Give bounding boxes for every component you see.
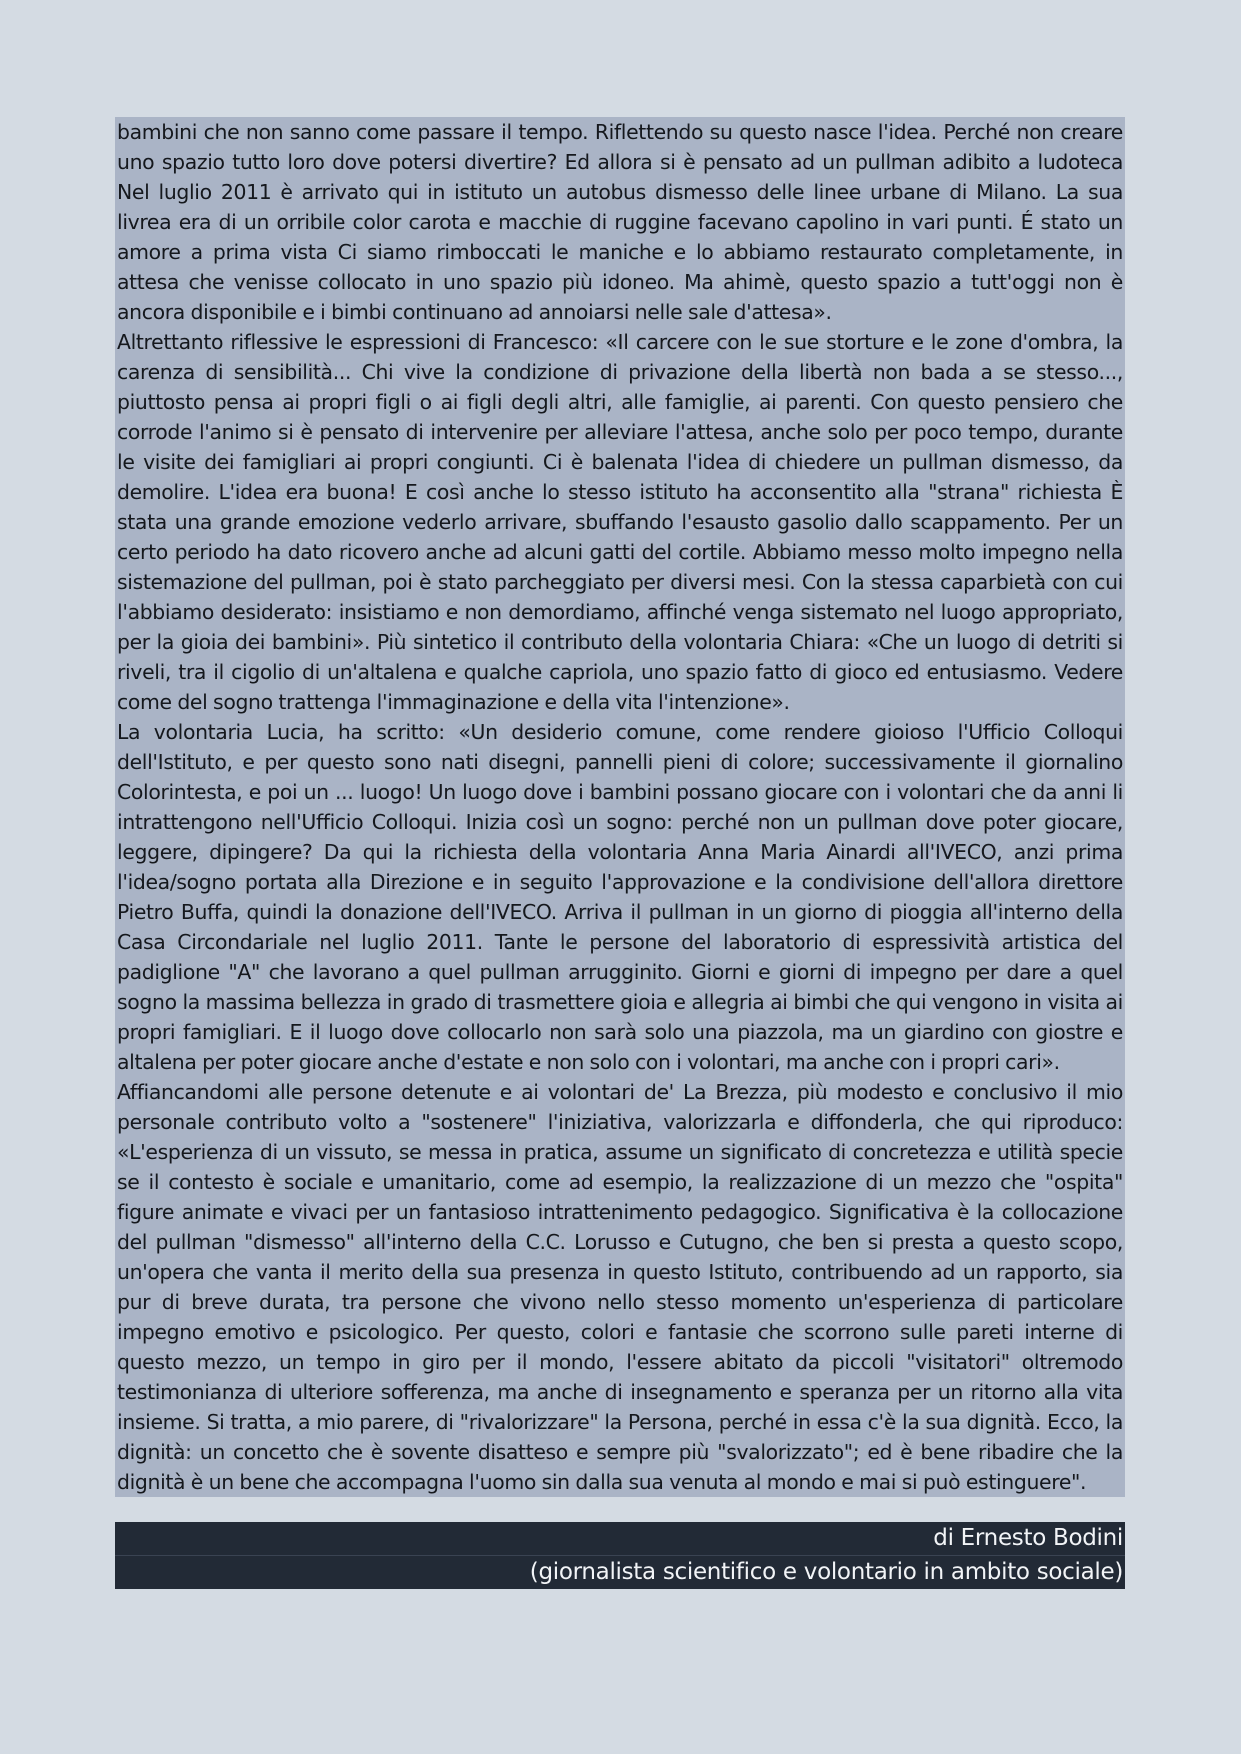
paragraph-ludoteca: bambini che non sanno come passare il tempo. Riflettendo su questo nasce l'idea. Perché non creare uno spazio tutto loro dove potersi divertire? Ed allora si è pensato ad un pullman adibito a ludoteca Nel luglio 2011 è arrivato qui in istituto un autobus dismesso delle linee urbane di Milano. La sua livrea era di un orribile color carota e macchie di ruggine facevano capolino in vari punti. É stato un amore a prima vista Ci siamo rimboccati le maniche e lo abbiamo restaurato completamente, in attesa che venisse collocato in uno spazio più idoneo. Ma ahimè, questo spazio a tutt'oggi non è ancora disponibile e i bimbi continuano ad annoiarsi nelle sale d'attesa». (117, 120, 1123, 324)
author-signature (115, 1522, 1125, 1589)
author-name: di Ernesto Bodini (933, 1525, 1123, 1551)
paragraph-francesco: Altrettanto riflessive le espressioni di Francesco: «Il carcere con le sue storture e le zone d'ombra, la carenza di sensibilità... Chi vive la condizione di privazione della libertà non bada a se stesso..., piuttosto pensa ai propri figli o ai figli degli altri, alle famiglie, ai parenti. Con questo pensiero che corrode l'animo si è pensato di intervenire per alleviare l'attesa, anche solo per poco tempo, durante le visite dei famigliari ai propri congiunti. Ci è balenata l'idea di chiedere un pullman dismesso, da demolire. L'idea era buona! E così anche lo stesso istituto ha acconsentito alla "strana" richiesta È stata una grande emozione vederlo arrivare, sbuffando l'esausto gasolio dallo scappamento. Per un certo periodo ha dato ricovero anche ad alcuni gatti del cortile. Abbiamo messo molto impegno nella sistemazione del pullman, poi è stato parcheggiato per diversi mesi. Con la stessa caparbietà con cui l'abbiamo desiderato: insistiamo e non demordiamo, affinché venga sistemato nel luogo appropriato, per la gioia dei bambini». Più sintetico il contributo della volontaria Chiara: «Che un luogo di detriti si riveli, tra il cigolio di un'altalena e qualche capriola, uno spazio fatto di gioco ed entusiasmo. Vedere come del sogno trattenga l'immaginazione e della vita l'intenzione». (117, 330, 1123, 714)
paragraph-conclusion: Affiancandomi alle persone detenute e ai volontari de' La Brezza, più modesto e conclusivo il mio personale contributo volto a "sostenere" l'iniziativa, valorizzarla e diffonderla, che qui riproduco: «L'esperienza di un vissuto, se messa in pratica, assume un significato di concretezza e utilità specie se il contesto è sociale e umanitario, come ad esempio, la realizzazione di un mezzo che "ospita" figure animate e vivaci per un fantasioso intrattenimento pedagogico. Significativa è la collocazione del pullman "dismesso" all'interno della C.C. Lorusso e Cutugno, che ben si presta a questo scopo, un'opera che vanta il merito della sua presenza in questo Istituto, contribuendo ad un rapporto, sia pur di breve durata, tra persone che vivono nello stesso momento un'esperienza di particolare impegno emotivo e psicologico. Per questo, colori e fantasie che scorrono sulle pareti interne di questo mezzo, un tempo in giro per il mondo, l'essere abitato da piccoli "visitatori" oltremodo testimonianza di ulteriore sofferenza, ma anche di insegnamento e speranza per un ritorno alla vita insieme. Si tratta, a mio parere, di "rivalorizzare" la Persona, perché in essa c'è la sua dignità. Ecco, la dignità: un concetto che è sovente disatteso e sempre più "svalorizzato"; ed è bene ribadire che la dignità è un bene che accompagna l'uomo sin dalla sua venuta al mondo e mai si può estinguere". (117, 1080, 1123, 1494)
article-body (115, 117, 1125, 1497)
paragraph-lucia: La volontaria Lucia, ha scritto: «Un desiderio comune, come rendere gioioso l'Ufficio Colloqui dell'Istituto, e per questo sono nati disegni, pannelli pieni di colore; successivamente il giornalino Colorintesta, e poi un ... luogo! Un luogo dove i bambini possano giocare con i volontari che da anni li intrattengono nell'Ufficio Colloqui. Inizia così un sogno: perché non un pullman dove poter giocare, leggere, dipingere? Da qui la richiesta della volontaria Anna Maria Ainardi all'IVECO, anzi prima l'idea/sogno portata alla Direzione e in seguito l'approvazione e la condivisione dell'allora direttore Pietro Buffa, quindi la donazione dell'IVECO. Arriva il pullman in un giorno di pioggia all'interno della Casa Circondariale nel luglio 2011. Tante le persone del laboratorio di espressività artistica del padiglione "A" che lavorano a quel pullman arrugginito. Giorni e giorni di impegno per dare a quel sogno la massima bellezza in grado di trasmettere gioia e allegria ai bimbi che qui vengono in visita ai propri famigliari. E il luogo dove collocarlo non sarà solo una piazzola, ma un giardino con giostre e altalena per poter giocare anche d'estate e non solo con i volontari, ma anche con i propri cari». (117, 720, 1123, 1074)
author-role: (giornalista scientifico e volontario in ambito sociale) (115, 1555, 1125, 1589)
